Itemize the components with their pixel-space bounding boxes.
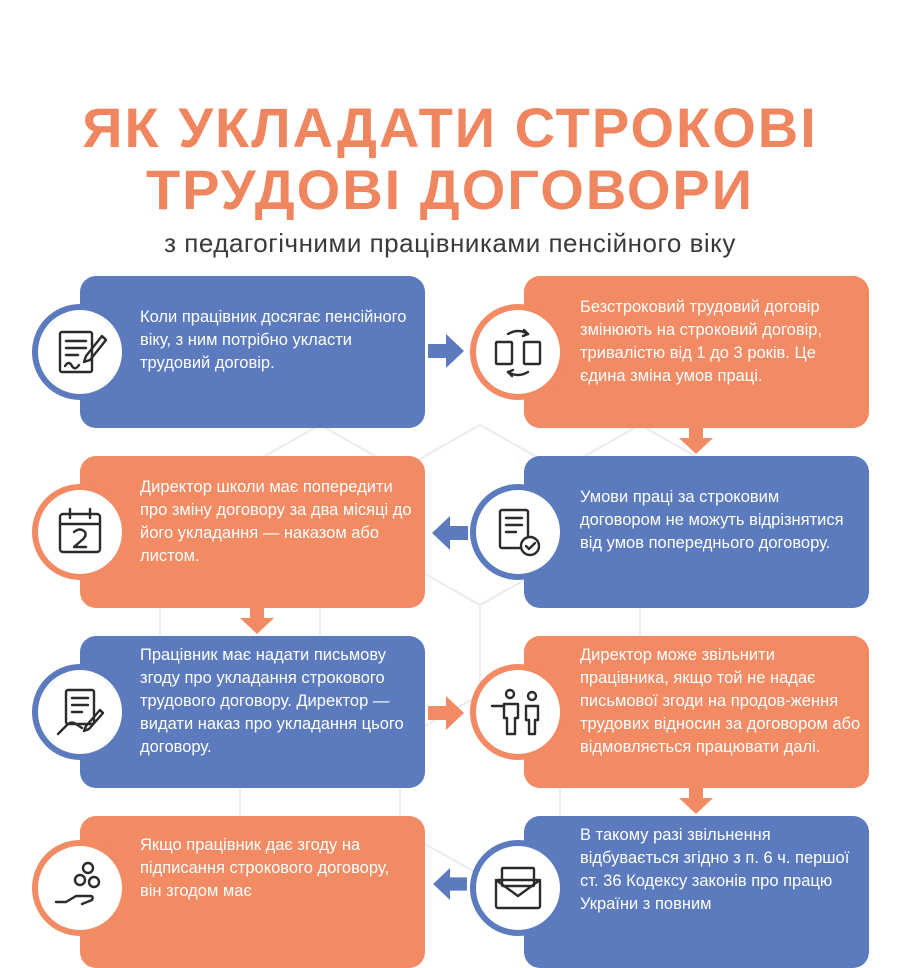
page-subtitle: з педагогічними працівниками пенсійного віку (164, 228, 736, 258)
arrow-left-1 (432, 516, 468, 550)
arrow-down-1 (679, 428, 713, 454)
step-3-text: Умови праці за строковим договором не можуть відрізнятися від умов попереднього договору. (580, 488, 844, 552)
step-1-icon-circle (32, 304, 128, 400)
page-title-line-1: ЯК УКЛАДАТИ СТРОКОВІ (82, 96, 818, 159)
step-6-text: Директор може звільнити працівника, якщо той не надає письмової згоди на продов-ження трудових відносин за договором або відмовляється працювати далі. (580, 646, 861, 756)
arrow-down-2 (240, 608, 274, 634)
step-4-icon-circle (32, 484, 128, 580)
step-3-icon-circle (470, 484, 566, 580)
step-8-icon-circle (32, 840, 128, 936)
hand-coins-icon (50, 858, 110, 918)
dismissal-icon (488, 682, 548, 742)
calendar-icon (50, 502, 110, 562)
arrow-right-1 (428, 334, 464, 368)
envelope-money-icon (488, 858, 548, 918)
contract-sign-icon (50, 322, 110, 382)
step-2-text: Безстроковий трудовий договір змінюють на строковий договір, тривалістю від 1 до 3 років. Це єдина зміна умов праці. (580, 298, 823, 385)
arrow-left-2 (432, 868, 468, 900)
hand-signing-icon (50, 682, 110, 742)
step-4-text: Директор школи має попередити про зміну договору за два місяці до його укладання — наказом або листом. (140, 478, 412, 565)
arrow-down-3 (679, 788, 713, 814)
step-5-text: Працівник має надати письмову згоду про укладання строкового трудового договору. Директор — видати наказ про укладання цього договору. (140, 646, 404, 756)
document-swap-icon (488, 322, 548, 382)
step-7-icon-circle (470, 840, 566, 936)
document-check-icon (488, 502, 548, 562)
page-title-line-2: ТРУДОВІ ДОГОВОРИ (145, 158, 755, 221)
step-6-icon-circle (470, 664, 566, 760)
step-1-text: Коли працівник досягає пенсійного віку, з ним потрібно укласти трудовий договір. (140, 308, 407, 372)
step-5-icon-circle (32, 664, 128, 760)
step-2-icon-circle (470, 304, 566, 400)
arrow-right-2 (428, 696, 464, 730)
step-8-text: Якщо працівник дає згоду на підписання строкового договору, він згодом має (140, 836, 390, 900)
step-7-text: В такому разі звільнення відбувається згідно з п. 6 ч. першої ст. 36 Кодексу законів про працю України з повним (580, 826, 850, 913)
